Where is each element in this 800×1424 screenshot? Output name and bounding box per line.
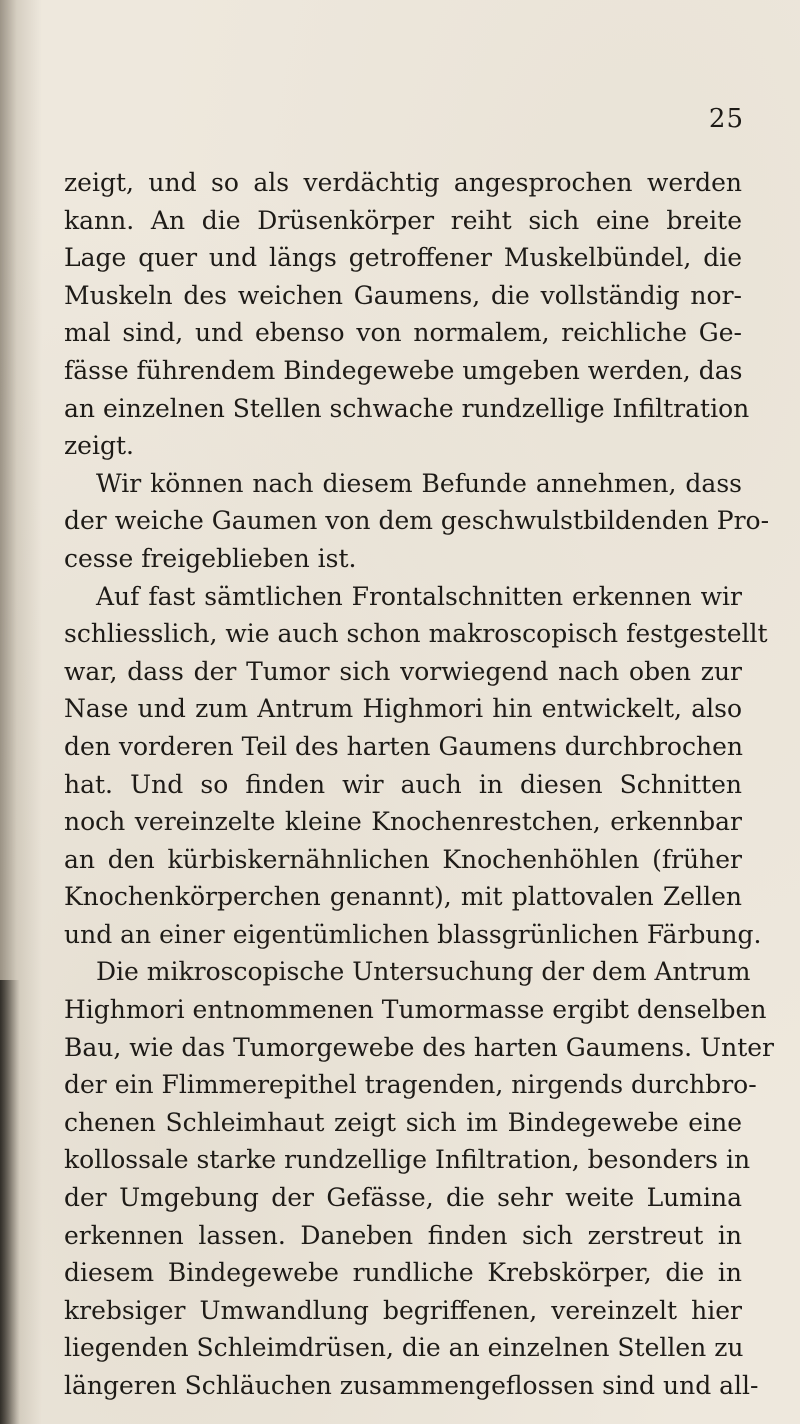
text-line: an den kürbiskernähnlichen Knochenhöhlen (früher [64, 844, 742, 874]
text-line: an einzelnen Stellen schwache rundzellige Infiltration [64, 393, 750, 423]
text-line: Auf fast sämtlichen Frontalschnitten erkennen wir [96, 581, 742, 611]
text-line: diesem Bindegewebe rundliche Krebskörper, die in [64, 1258, 742, 1288]
text-line: kollossale starke rundzellige Infiltration, besonders in [64, 1145, 751, 1175]
text-line: war, dass der Tumor sich vorwiegend nach oben zur [64, 656, 742, 686]
text-line: krebsiger Umwandlung begriffenen, vereinzelt hier [64, 1295, 742, 1325]
text-line: cesse freigeblieben ist. [64, 543, 357, 573]
text-line: Die mikroscopische Untersuchung der dem Antrum [96, 957, 751, 987]
text-line: Muskeln des weichen Gaumens, die vollständig nor- [64, 280, 742, 310]
body-text [64, 164, 774, 1405]
text-line: längeren Schläuchen zusammengeflossen sind und all- [64, 1371, 759, 1400]
text-line: Highmori entnommenen Tumormasse ergibt denselben [64, 995, 767, 1025]
text-line: liegenden Schleimdrüsen, die an einzelnen Stellen zu [64, 1333, 744, 1363]
text-line: schliesslich, wie auch schon makroscopisch festgestellt [64, 619, 768, 649]
text-line: zeigt. [64, 431, 134, 461]
text-line: Lage quer und längs getroffener Muskelbündel, die [64, 243, 742, 273]
text-line: chenen Schleimhaut zeigt sich im Bindegewebe eine [64, 1107, 742, 1137]
text-line: Bau, wie das Tumorgewebe des harten Gaumens. Unter [64, 1032, 774, 1062]
text-line: noch vereinzelte kleine Knochenrestchen, erkennbar [64, 807, 742, 837]
text-line: erkennen lassen. Daneben finden sich zerstreut in [64, 1220, 742, 1250]
page-number: 25 [708, 104, 744, 134]
binding-edge [0, 980, 20, 1424]
text-line: Knochenkörperchen genannt), mit plattovalen Zellen [64, 882, 742, 912]
text-line: Nase und zum Antrum Highmori hin entwickelt, also [64, 694, 742, 724]
text-line: den vorderen Teil des harten Gaumens durchbrochen [64, 731, 743, 761]
text-line: mal sind, und ebenso von normalem, reichliche Ge- [64, 318, 742, 348]
text-line: der weiche Gaumen von dem geschwulstbildenden Pro- [64, 506, 770, 536]
text-line: der ein Flimmerepithel tragenden, nirgends durchbro- [64, 1070, 757, 1100]
text-line: kann. An die Drüsenkörper reiht sich eine breite [64, 205, 742, 235]
text-line: der Umgebung der Gefässe, die sehr weite Lumina [64, 1183, 742, 1213]
text-line: fässe führendem Bindegewebe umgeben werden, das [64, 355, 743, 385]
text-line: hat. Und so finden wir auch in diesen Schnitten [64, 769, 742, 799]
text-line: und an einer eigentümlichen blassgrünlichen Färbung. [64, 919, 762, 949]
text-line: Wir können nach diesem Befunde annehmen, dass [96, 468, 742, 498]
text-line: zeigt, und so als verdächtig angesprochen werden [64, 168, 742, 197]
